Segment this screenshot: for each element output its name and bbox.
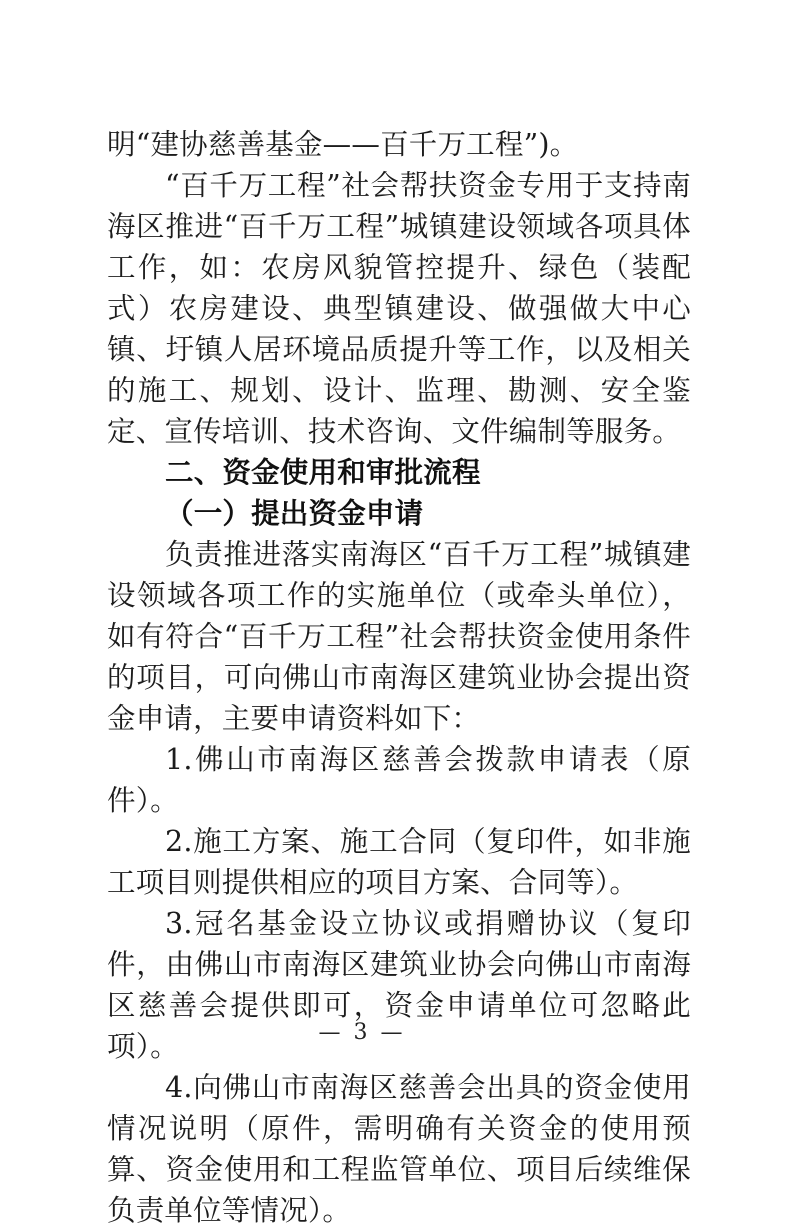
page-number: — 3 — (318, 1020, 406, 1045)
paragraph-continued-line: 明“建协慈善基金——百千万工程”)。 (107, 128, 579, 161)
heading-section-two: 二、资金使用和审批流程 (165, 456, 481, 489)
heading-subsection-one: （一）提出资金申请 (165, 496, 424, 530)
list-item-4: 4.向佛山市南海区慈善会出具的资金使用情况说明（原件，需明确有关资金的使用预算、资金使用和工程监管单位、项目后续维保负责单位等情况）。 (107, 1071, 691, 1227)
paragraph-fund-purpose: “百千万工程”社会帮扶资金专用于支持南海区推进“百千万工程”城镇建设领域各项具体工作，如：农房风貌管控提升、绿色（装配式）农房建设、典型镇建设、做强做大中心镇、圩镇人居环境品质提升等工作，以及相关的施工、规划、设计、监理、勘测、安全鉴定、宣传培训、技术咨询、文件编制等服务。 (107, 169, 691, 448)
list-item-1: 1.佛山市南海区慈善会拨款申请表（原件）。 (107, 743, 691, 817)
list-item-3: 3.冠名基金设立协议或捐赠协议（复印件，由佛山市南海区建筑业协会向佛山市南海区慈善会提供即可，资金申请单位可忽略此项）。 (107, 907, 691, 1063)
paragraph-apply-intro: 负责推进落实南海区“百千万工程”城镇建设领域各项工作的实施单位（或牵头单位），如有符合“百千万工程”社会帮扶资金使用条件的项目，可向佛山市南海区建筑业协会提出资金申请，主要申请资料如下： (107, 538, 691, 735)
document-text-column (107, 124, 691, 1231)
list-item-2: 2.施工方案、施工合同（复印件，如非施工项目则提供相应的项目方案、合同等）。 (107, 825, 691, 899)
